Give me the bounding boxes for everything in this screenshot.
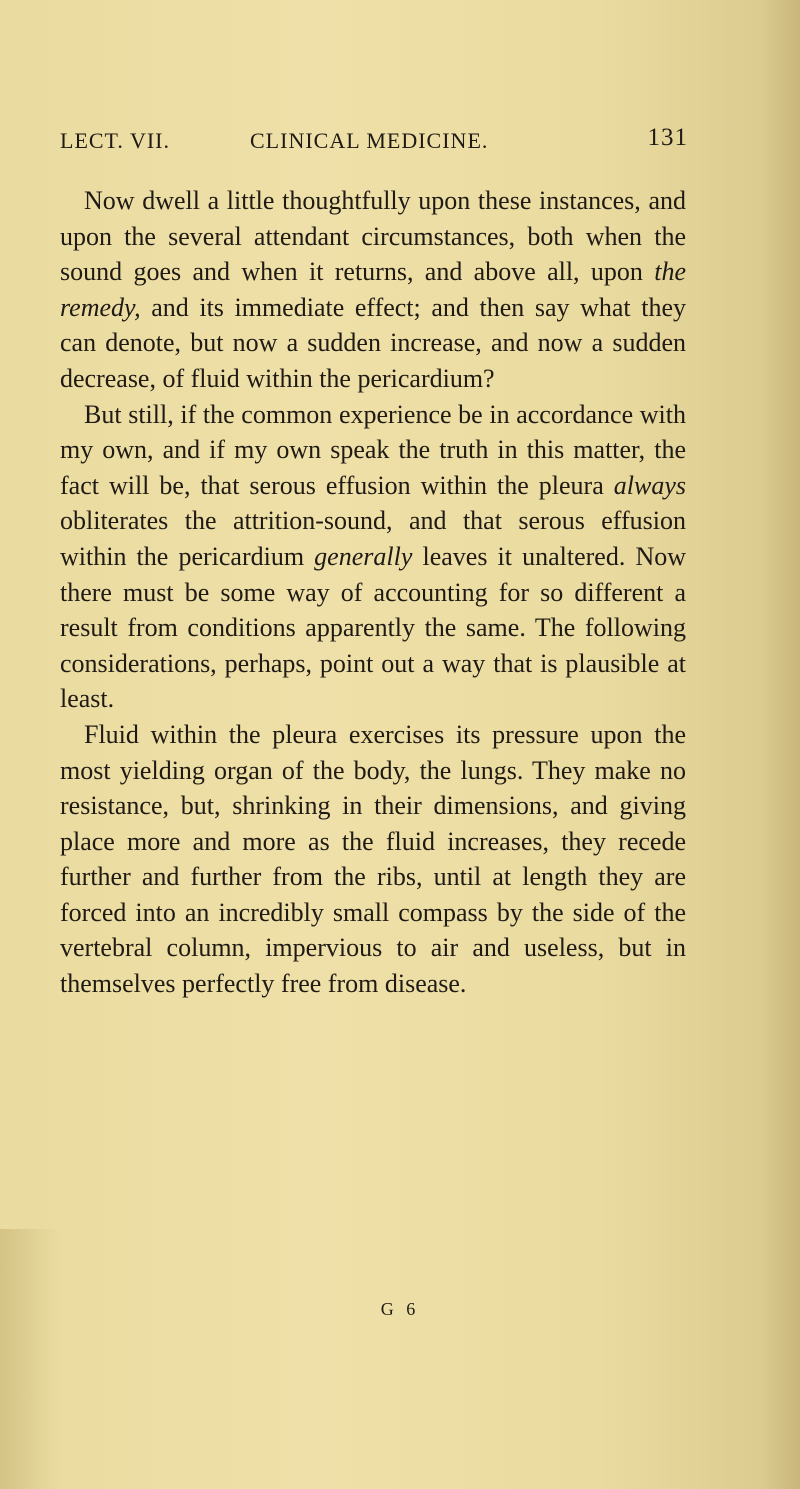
text-segment: and its immediate effect; and then say what they can denote, but now a sudden increase, and now a sudden decrease, of fluid within the pericardium? bbox=[60, 292, 686, 393]
page-edge-shadow bbox=[760, 0, 800, 1489]
text-segment-italic: always bbox=[613, 470, 686, 500]
signature-mark: G 6 bbox=[380, 1299, 420, 1319]
text-segment-italic: the remedy, bbox=[60, 257, 686, 322]
body-text bbox=[60, 183, 686, 1002]
text-segment: Now dwell a little thoughtfully upon these instances, and upon the several attendant circumstances, both when the sound goes and when it returns, and above all, upon bbox=[60, 186, 686, 287]
page-number: 131 bbox=[647, 124, 688, 151]
page-stain bbox=[0, 1229, 60, 1489]
text-segment: Fluid within the pleura exercises its pressure upon the most yielding organ of the body, the lungs. They make no resistance, but, shrinking in their dimensions, and giving place more and more as the fluid increases, they recede further and further from the ribs, until at length they are forced into an incredibly small compass by the side of the vertebral column, impervious to air and useless, but in themselves perfectly free from disease. bbox=[60, 719, 686, 999]
paragraph-2 bbox=[60, 397, 686, 717]
running-header bbox=[60, 124, 688, 158]
paragraph-3 bbox=[60, 717, 686, 1002]
header-lecture: LECT. VII. bbox=[60, 128, 170, 153]
text-segment-italic: generally bbox=[314, 541, 413, 571]
text-segment: But still, if the common experience be in accordance with my own, and if my own speak the truth in this matter, the fact will be, that serous effusion within the pleura bbox=[60, 399, 686, 500]
text-segment: obliterates the attrition-sound, and that serous effusion within the pericardium bbox=[60, 506, 686, 571]
header-title: CLINICAL MEDICINE. bbox=[250, 128, 489, 153]
text-segment: leaves it unaltered. Now there must be some way of accounting for so different a result from conditions apparently the same. The following considerations, perhaps, point out a way that is plausible at least. bbox=[60, 541, 687, 714]
paragraph-1 bbox=[60, 183, 686, 397]
